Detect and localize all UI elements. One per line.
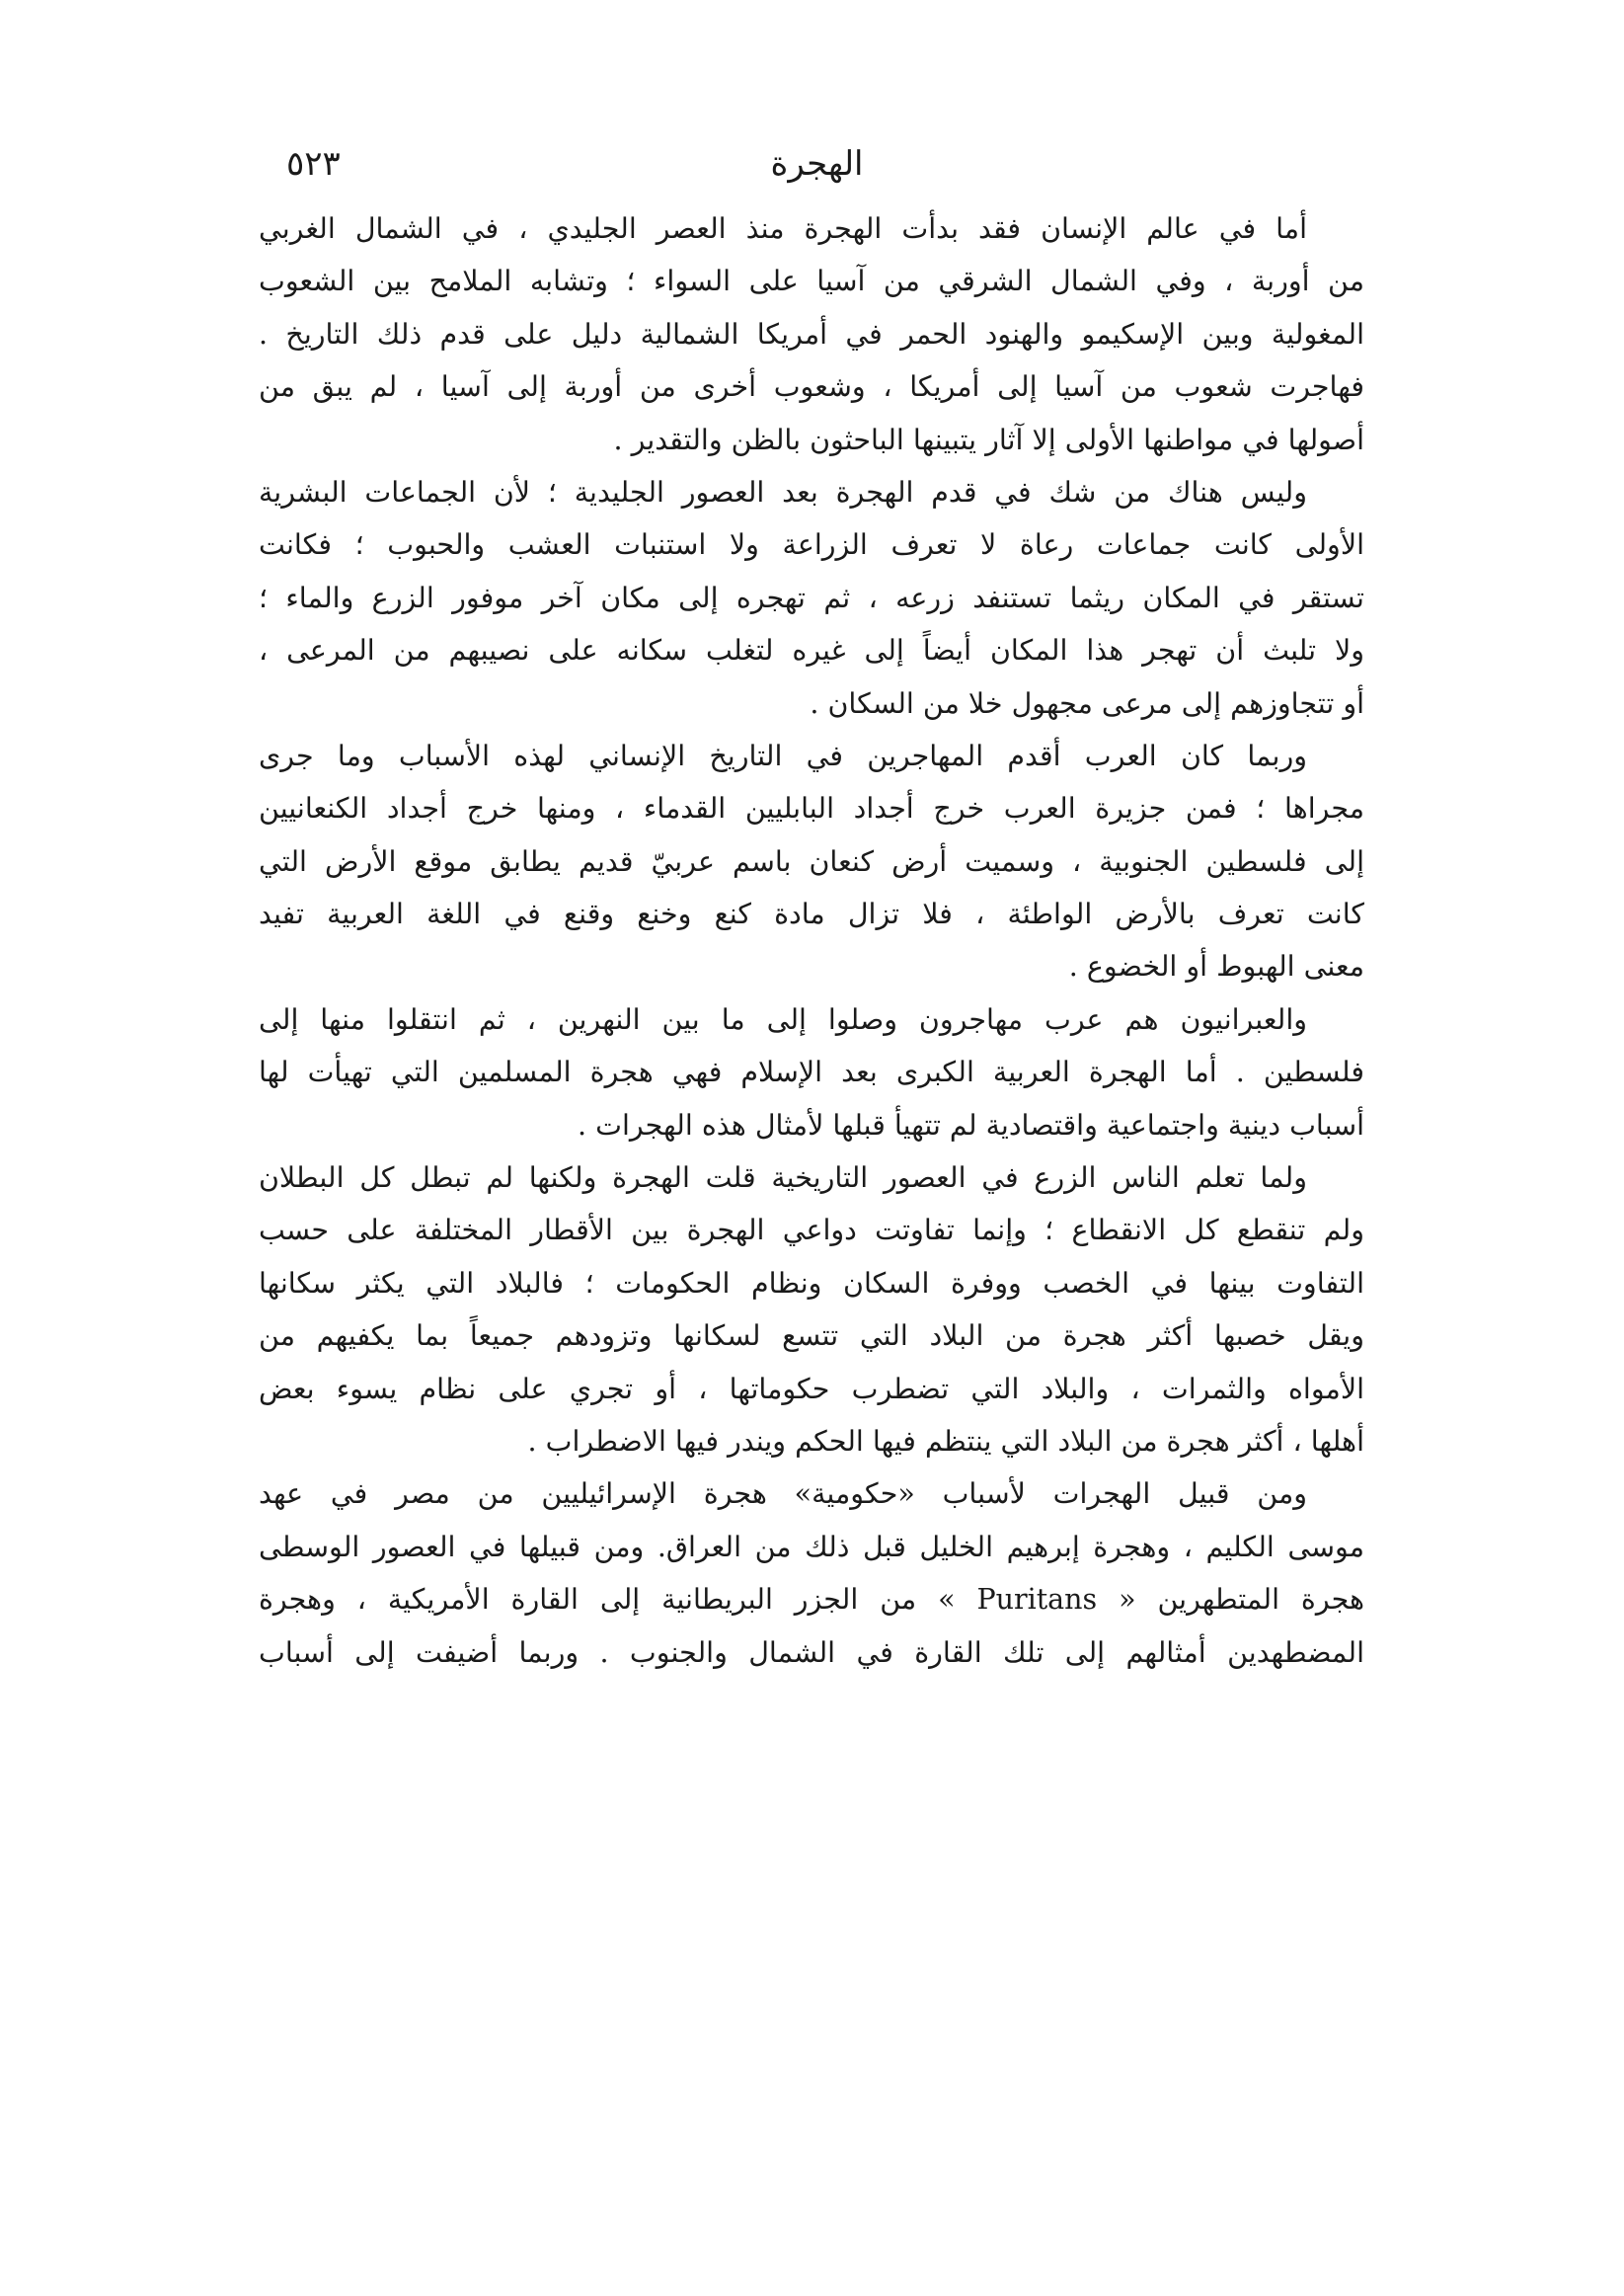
text-line: موسى الكليم ، وهجرة إبرهيم الخليل قبل ذلك من العراق. ومن قبيلها في العصور الوسطى	[259, 1530, 1364, 1563]
text-line: وربما كان العرب أقدم المهاجرين في التاريخ الإنساني لهذه الأسباب وما جرى	[259, 739, 1307, 772]
text-line: ولا تلبث أن تهجر هذا المكان أيضاً إلى غيره لتغلب سكانه على نصيبهم من المرعى ،	[259, 634, 1364, 668]
text-line: فلسطين . أما الهجرة العربية الكبرى بعد الإسلام فهي هجرة المسلمين التي تهيأت لها	[259, 1056, 1364, 1089]
text-line: ولما تعلم الناس الزرع في العصور التاريخية قلت الهجرة ولكنها لم تبطل كل البطلان	[259, 1161, 1307, 1195]
page-number: ٥٢٣	[286, 144, 341, 184]
text-line: ومن قبيل الهجرات لأسباب «حكومية» هجرة الإسرائيليين من مصر في عهد	[259, 1477, 1307, 1511]
text-line: أسباب دينية واجتماعية واقتصادية لم تتهيأ قبلها لأمثال هذه الهجرات .	[578, 1108, 1364, 1142]
text-line: من أوربة ، وفي الشمال الشرقي من آسيا على السواء ؛ وتشابه الملامح بين الشعوب	[259, 265, 1364, 298]
text-line: تستقر في المكان ريثما تستنفد زرعه ، ثم تهجره إلى مكان آخر موفور الزرع والماء ؛	[259, 581, 1364, 614]
text-line: وليس هناك من شك في قدم الهجرة بعد العصور الجليدية ؛ لأن الجماعات البشرية	[259, 475, 1307, 509]
text-line: ويقل خصبها أكثر هجرة من البلاد التي تتسع لسكانها وتزودهم جميعاً بما يكفيهم من	[259, 1319, 1364, 1353]
text-line: المغولية وبين الإسكيمو والهنود الحمر في أمريكا الشمالية دليل على قدم ذلك التاريخ .	[259, 317, 1364, 351]
text-line: إلى فلسطين الجنوبية ، وسميت أرض كنعان باسم عربيّ قديم يطابق موقع الأرض التي	[259, 844, 1364, 878]
text-line: التفاوت بينها في الخصب ووفرة السكان ونظام الحكومات ؛ فالبلاد التي يكثر سكانها	[259, 1266, 1364, 1300]
running-title: الهجرة	[770, 144, 864, 184]
text-line: فهاجرت شعوب من آسيا إلى أمريكا ، وشعوب أخرى من أوربة إلى آسيا ، لم يبق من	[259, 370, 1364, 404]
text-line: الأولى كانت جماعات رعاة لا تعرف الزراعة ولا استنبات العشب والحبوب ؛ فكانت	[259, 528, 1364, 562]
text-line: معنى الهبوط أو الخضوع .	[1068, 950, 1364, 984]
page-header	[286, 136, 1348, 192]
text-line: هجرة المتطهرين « Puritans » من الجزر البريطانية إلى القارة الأمريكية ، وهجرة	[259, 1583, 1364, 1617]
text-line: أما في عالم الإنسان فقد بدأت الهجرة منذ العصر الجليدي ، في الشمال الغربي	[259, 212, 1307, 245]
text-line: كانت تعرف بالأرض الواطئة ، فلا تزال مادة كنع وخنع وقنع في اللغة العربية تفيد	[259, 898, 1364, 931]
text-line: أو تتجاوزهم إلى مرعى مجهول خلا من السكان .	[810, 686, 1364, 720]
text-line: والعبرانيون هم عرب مهاجرون وصلوا إلى ما بين النهرين ، ثم انتقلوا منها إلى	[259, 1002, 1307, 1036]
text-line: المضطهدين أمثالهم إلى تلك القارة في الشمال والجنوب . وربما أضيفت إلى أسباب	[259, 1635, 1364, 1669]
text-line: مجراها ؛ فمن جزيرة العرب خرج أجداد البابليين القدماء ، ومنها خرج أجداد الكنعانيين	[259, 792, 1364, 826]
body-text	[259, 202, 1364, 1679]
text-line: أهلها ، أكثر هجرة من البلاد التي ينتظم فيها الحكم ويندر فيها الاضطراب .	[527, 1424, 1364, 1458]
text-line: أصولها في مواطنها الأولى إلا آثار يتبينها الباحثون بالظن والتقدير .	[613, 423, 1364, 456]
text-line: الأمواه والثمرات ، والبلاد التي تضطرب حكوماتها ، أو تجري على نظام يسوء بعض	[259, 1372, 1364, 1405]
text-line: ولم تنقطع كل الانقطاع ؛ وإنما تفاوتت دواعي الهجرة بين الأقطار المختلفة على حسب	[259, 1214, 1364, 1247]
